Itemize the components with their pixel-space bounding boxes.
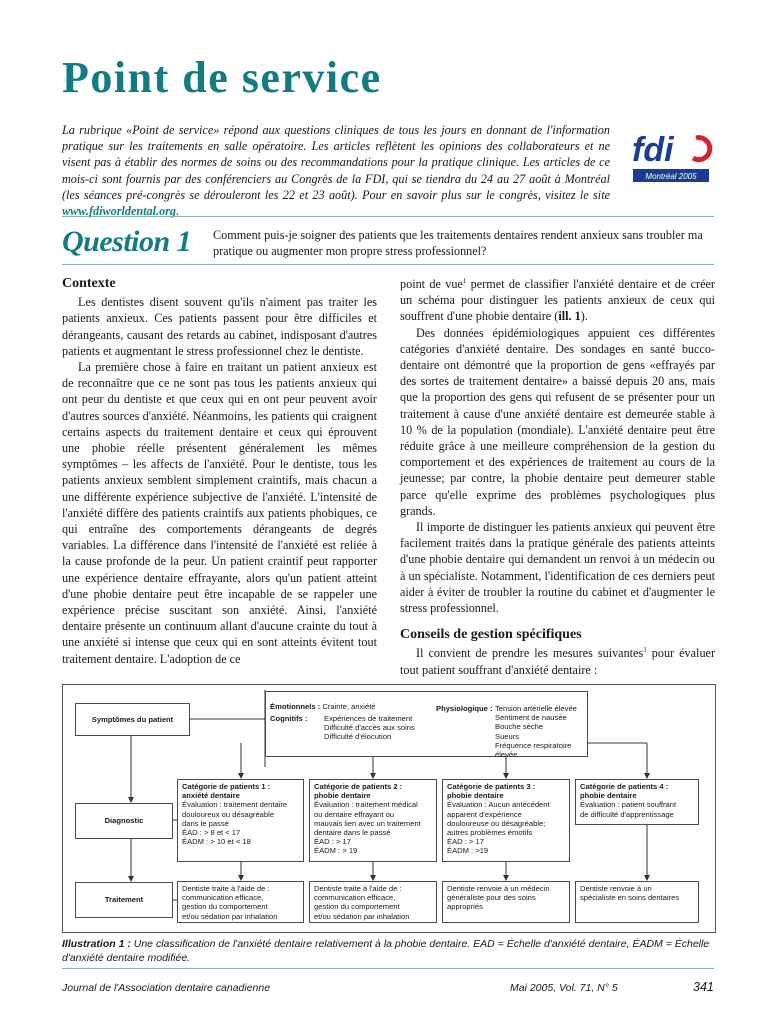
treatment-line: Dentiste traite à l'aide de :: [314, 884, 402, 893]
physiological-values: [495, 704, 587, 759]
fdi-logo-caption: Montréal 2005: [645, 172, 697, 181]
category-line: ÉADM : >19: [447, 846, 489, 856]
treatment-box-4: [575, 881, 699, 923]
section-heading-conseils: Conseils de gestion spécifiques: [400, 627, 582, 643]
physiological-value: Bouche sèche: [495, 722, 544, 732]
category-line: douloureuse ou désagréable;: [447, 818, 546, 828]
fdi-logo-text: fdi: [632, 131, 674, 169]
category-subtitle: anxiété dentaire: [182, 791, 240, 801]
physiological-value: Fréquence respiratoire élevée: [495, 740, 572, 760]
row-label-traitement: Traitement: [75, 882, 173, 918]
category-line: ÉADM : > 10 et < 18: [182, 837, 251, 847]
caption-text: Une classification de l'anxiété dentaire relativement à la phobie dentaire. EAD = Échelle d'anxiété dentaire, ÉADM = Échelle d'anxiété dentaire modifiée.: [62, 938, 710, 964]
paragraph: Les dentistes disent souvent qu'ils n'aiment pas traiter les patients anxieux. Ces patients passent pour être difficiles et dérangeants, causant des retards au cabinet, indisposant d'autres patients et augmentant le stress professionnel chez le dentiste.: [62, 295, 377, 358]
category-line: ÉAD : > 17: [447, 837, 484, 847]
category-line: de difficulté d'apprentissage: [580, 809, 674, 819]
illustration-ref: ill. 1: [558, 309, 581, 324]
reference-sup: 1: [643, 646, 647, 655]
text-run: Il convient de prendre les mesures suivantes: [416, 646, 644, 661]
cognitive-value: Difficulté d'élocution: [324, 732, 392, 742]
category-box-1: [177, 779, 304, 862]
fdi-logo: [630, 128, 714, 186]
symptoms-box: [265, 691, 588, 760]
footer-rule: [62, 968, 714, 969]
text-run: ).: [580, 309, 588, 324]
intro-paragraph: [62, 122, 610, 219]
treatment-line: et/ou sédation par inhalation: [182, 911, 278, 921]
figure-caption: [62, 938, 714, 965]
category-line: dans le passé: [182, 818, 229, 828]
footer-issue: Mai 2005, Vol. 71, N° 5: [510, 982, 618, 994]
physiological-value: Sueurs: [495, 731, 520, 741]
treatment-line: Dentiste traite à l'aide de :: [182, 884, 270, 893]
illustration-1: [62, 684, 716, 933]
paragraph: Il importe de distinguer les patients anxieux qui peuvent être facilement traités dans la pratique générale des patients atteints d'une phobie dentaire qui demandent un renvoi à un médecin ou à un spécialiste. Notamment, l'identification de ces derniers peut aider à éviter de troubler la routine du cabinet et d'augmenter le stress professionnel.: [400, 520, 715, 616]
treatment-line: spécialiste en soins dentaires: [580, 893, 680, 903]
header-rule: [62, 216, 714, 217]
row-label-symptoms: Symptômes du patient: [75, 703, 190, 736]
intro-text: La rubrique «Point de service» répond aux questions cliniques de tous les jours en donnant de l'information pratique sur les traitements en salle opératoire. Les articles reflètent les opinions des collaborateurs et ne visent pas à établir des normes de soins ou des recommandations pour la pratique clinique. Les articles de ce mois-ci sont fournis par des conférenciers au Congrès de la FDI, qui se tiendra du 24 au 27 août à Montréal (les séances pré-congrès se dérouleront les 22 et 23 août). Pour en savoir plus sur le congrès, visitez le site: [62, 123, 610, 202]
treatment-line: Dentiste renvoie à un: [580, 884, 652, 893]
cognitive-value: Expériences de traitement: [324, 714, 413, 723]
emotional-row: [270, 702, 376, 711]
category-line: apparent d'expérience: [447, 809, 522, 819]
treatment-box-1: [177, 881, 304, 923]
category-subtitle: phobie dentaire: [314, 791, 371, 801]
cognitive-value: Difficulté d'accès aux soins: [324, 723, 415, 733]
treatment-line: appropriés: [447, 902, 483, 912]
physiological-value: Tension artérielle élevée: [495, 704, 577, 713]
paragraph: [400, 276, 715, 325]
category-title: Catégorie de patients 1 :: [182, 782, 271, 791]
question-text: Comment puis-je soigner des patients que les traitements dentaires rendent anxieux sans troubler ma pratique ou augmenter mon propre stress professionnel?: [213, 228, 703, 258]
text-run: permet de classifier l'anxiété dentaire et de créer un schéma pour distinguer les patients anxieux de ceux qui souffrent d'une phobie dentaire (: [400, 277, 715, 324]
category-line: Évaluation : patient souffrant: [580, 800, 677, 810]
category-box-4: [575, 779, 699, 825]
category-line: mauvais lien avec un traitement: [314, 818, 421, 828]
right-column: [400, 276, 715, 678]
category-title: Catégorie de patients 2 :: [314, 782, 403, 791]
treatment-line: Dentiste renvoie à un médecin: [447, 884, 550, 893]
question-label: Question 1: [62, 225, 192, 258]
text-run: point de vue: [400, 277, 463, 291]
treatment-box-2: [309, 881, 437, 923]
treatment-line: communication efficace,: [314, 893, 396, 903]
paragraph: La première chose à faire en traitant un patient anxieux est de reconnaître que ce ne sont pas tous les patients anxieux qui ont peur du dentiste et que ceux qui en ont peur peuvent avoir d'autres sources d'anxiété. Néanmoins, les patients qui craignent certains aspects du traitement dentaire et ceux qui éprouvent une phobie réelle présentent généralement les mêmes symptômes – les affects de l'anxiété. Pour le dentiste, tous les patients anxieux semblent simplement craintifs, mais chacun a une différente expérience subjective de l'anxiété. L'intensité de l'anxiété diffère des patients craintifs aux patients phobiques, ce qui entraîne des comportements dérangeants de degrés variables. La différence dans l'intensité de l'anxiété est reliée à la cause profonde de la peur. Un patient craintif peut rapporter une expérience dentaire effrayante, alors qu'un patient atteint d'une phobie dentaire peut être incapable de se rappeler une expérience précise suscitant son anxiété. Ainsi, l'anxiété dentaire présente un continuum allant d'aucune crainte du tout à une anxiété si intense que ceux qui en sont atteints évitent tout traitement dentaire. L'adoption de ce: [62, 360, 377, 666]
text-run: pour évaluer tout patient souffrant d'anxiété dentaire :: [400, 646, 716, 677]
paragraph: Des données épidémiologiques appuient ces différentes catégories d'anxiété dentaire. Des sondages en santé bucco-dentaire ont démontré que la proportion de gens «effrayés par des sortes de traitement dentaire» a baissé depuis 20 ans, mais que la proportion des gens qui refusent de se présenter pour un traitement à cause d'une anxiété dentaire est demeurée stable à 10 % de la population (mondiale). L'anxiété dentaire peut être réduite grâce à une meilleure compréhension de la gestion du comportement et des expériences de traitement au cours de la jeunesse; par contre, la phobie dentaire peut demeurer stable parce qu'elle exprime des problèmes psychologiques plus grands.: [400, 325, 715, 518]
left-column: [62, 276, 377, 667]
reference-sup: 1: [462, 276, 467, 285]
emotional-label: Émotionnels :: [270, 702, 321, 711]
treatment-line: et/ou sédation par inhalation: [314, 911, 410, 921]
treatment-line: gestion du comportement: [182, 902, 268, 912]
fdi-website-link[interactable]: www.fdiworldental.org: [62, 204, 176, 219]
cognitive-label: Cognitifs :: [270, 714, 308, 723]
category-line: Évaluation : Aucun antécédent: [447, 800, 550, 810]
row-label-diagnostic: Diagnostic: [75, 803, 173, 839]
emotional-value: Crainte, anxiété: [322, 702, 376, 711]
caption-label: Illustration 1 :: [62, 938, 131, 950]
footer-journal: Journal de l'Association dentaire canadienne: [62, 982, 271, 994]
fdi-logo-graphic: [630, 128, 714, 186]
cognitive-values: [324, 714, 415, 742]
intro-end: .: [176, 204, 180, 219]
category-box-2: [309, 779, 437, 862]
category-line: autres problèmes émotifs: [447, 828, 533, 838]
category-line: Évaluation : traitement médical: [314, 800, 418, 810]
category-subtitle: phobie dentaire: [580, 791, 637, 801]
category-line: Évaluation : traitement dentaire: [182, 800, 288, 810]
category-line: ÉAD : > 8 et < 17: [182, 828, 241, 838]
treatment-line: communication efficace,: [182, 893, 264, 903]
category-box-3: [442, 779, 570, 862]
treatment-box-3: [442, 881, 570, 923]
category-line: ÉADM : > 19: [314, 846, 358, 856]
page-number: 341: [693, 980, 714, 994]
fdi-logo-swoosh: [693, 138, 710, 160]
category-title: Catégorie de patients 4 :: [580, 782, 669, 791]
category-title: Catégorie de patients 3 :: [447, 782, 536, 791]
physiological-value: Sentiment de nausée: [495, 713, 567, 723]
section-heading-contexte: Contexte: [62, 276, 116, 291]
page-title: Point de service: [62, 53, 382, 102]
category-line: dentaire dans le passé: [314, 828, 391, 838]
treatment-line: gestion du comportement: [314, 902, 400, 912]
category-subtitle: phobie dentaire: [447, 791, 504, 801]
question-rule: [62, 264, 714, 265]
paragraph: [400, 645, 715, 677]
physiological-label: Physiologique :: [436, 704, 493, 713]
category-line: ÉAD : > 17: [314, 837, 351, 847]
category-line: douloureux ou désagréable: [182, 809, 275, 819]
treatment-line: généraliste pour des soins: [447, 893, 536, 903]
category-line: ou dentaire effrayant ou: [314, 809, 395, 819]
